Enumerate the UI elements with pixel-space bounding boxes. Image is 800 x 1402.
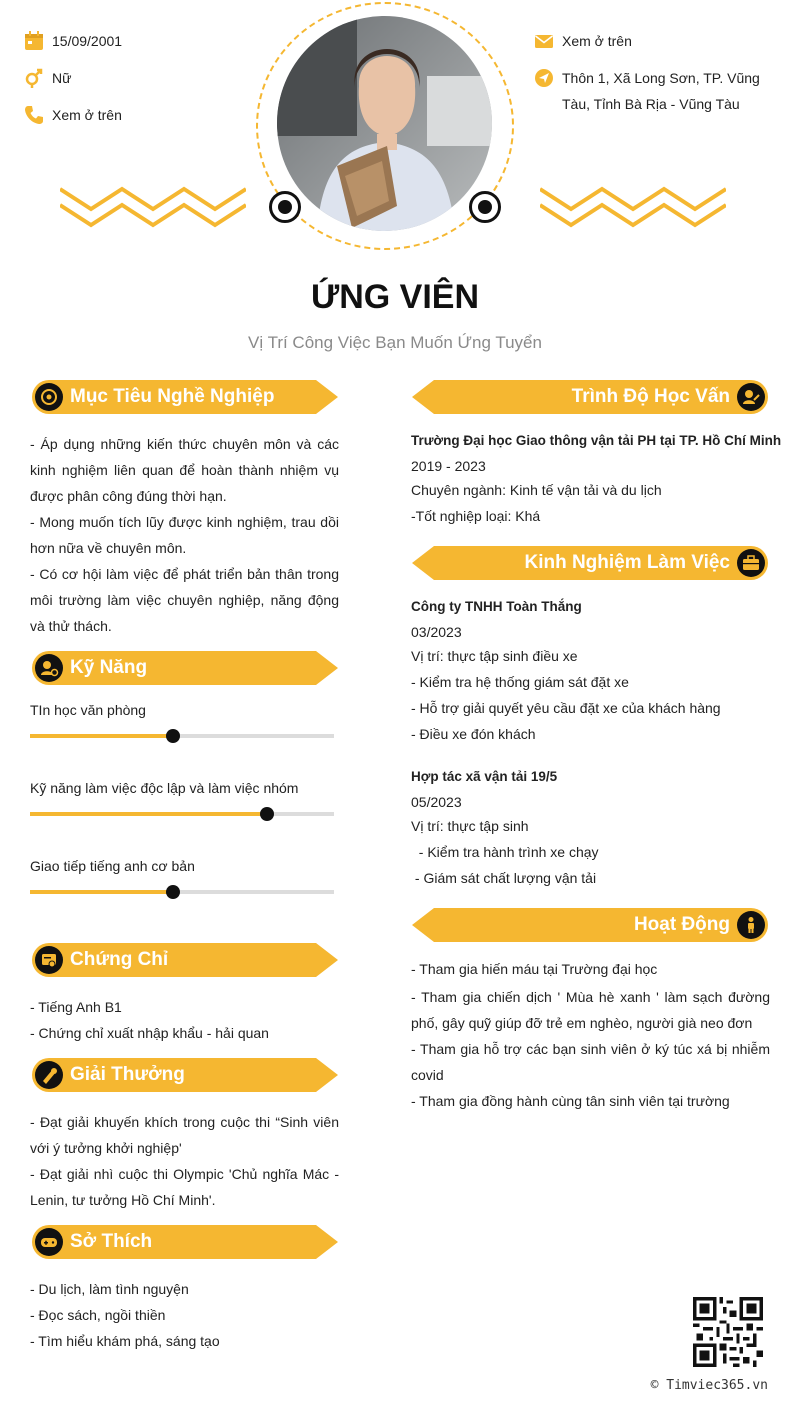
briefcase-icon — [737, 549, 765, 577]
email-row — [534, 28, 632, 54]
activity-3: - Tham gia hỗ trợ các bạn sinh viên ở ký túc xá bị nhiễm covid — [411, 1041, 770, 1083]
email-icon — [534, 31, 554, 51]
address-text: Thôn 1, Xã Long Sơn, TP. Vũng Tàu, Tỉnh Bà Rịa - Vũng Tàu — [562, 70, 760, 112]
gender-row — [24, 65, 71, 91]
job-1-line-2: - Kiểm tra hệ thống giám sát đặt xe — [411, 674, 629, 690]
certificate-icon — [35, 946, 63, 974]
email-text: Xem ở trên — [562, 33, 632, 49]
skill-bar-1 — [30, 734, 334, 738]
skill-bar-3 — [30, 890, 334, 894]
objective-p1: - Áp dụng những kiến thức chuyên môn và các kinh nghiệm liên quan để hoàn thành nhiệm vụ được phân công đúng thời hạn. — [30, 436, 339, 504]
section-experience-title: Kinh Nghiệm Làm Việc — [524, 552, 730, 573]
copyright: © Timviec365.vn — [650, 1378, 768, 1393]
decor-dot-right — [469, 191, 501, 223]
phone-icon — [24, 105, 44, 125]
section-activities-banner — [412, 908, 768, 942]
section-awards-title: Giải Thưởng — [70, 1064, 185, 1085]
location-icon — [534, 68, 554, 88]
target-icon — [35, 383, 63, 411]
award-p1: - Đạt giải khuyến khích trong cuộc thi “Sinh viên với ý tưởng khởi nghiệp' — [30, 1114, 339, 1156]
section-awards-banner — [32, 1058, 338, 1092]
skill-bar-2 — [30, 812, 334, 816]
job-2-line-2: - Kiểm tra hành trình xe chạy — [411, 844, 599, 860]
hobby-1: - Du lịch, làm tình nguyện — [30, 1281, 189, 1297]
certificate-2: - Chứng chỉ xuất nhập khẩu - hải quan — [30, 1025, 269, 1041]
activity-2: - Tham gia chiến dịch ' Mùa hè xanh ' làm sạch đường phố, gây quỹ giúp đỡ trẻ em nghèo, người già neo đơn — [411, 989, 770, 1031]
job-1-date: 03/2023 — [411, 624, 462, 640]
education-grade: -Tốt nghiệp loại: Khá — [411, 508, 541, 524]
section-hobbies-title: Sở Thích — [70, 1231, 153, 1252]
award-p2: - Đạt giải nhì cuộc thi Olympic 'Chủ nghĩa Mác - Lenin, tư tưởng Hồ Chí Minh'. — [30, 1166, 339, 1208]
activity-4: - Tham gia đồng hành cùng tân sinh viên tại trường — [411, 1093, 730, 1109]
job-1-line-3: - Hỗ trợ giải quyết yêu cầu đặt xe của khách hàng — [411, 700, 721, 716]
phone-text: Xem ở trên — [52, 107, 122, 123]
hobby-2: - Đọc sách, ngồi thiền — [30, 1307, 166, 1323]
calendar-icon — [24, 31, 44, 51]
qr-code — [693, 1297, 763, 1367]
skill-name-2: Kỹ năng làm việc độc lập và làm việc nhóm — [30, 780, 299, 796]
zigzag-left — [60, 185, 246, 231]
section-skills-title: Kỹ Năng — [70, 657, 148, 678]
avatar — [277, 16, 492, 231]
objective-p3: - Có cơ hội làm việc để phát triển bản thân trong môi trường làm việc chuyên nghiệp, năng động và thử thách. — [30, 566, 339, 634]
zigzag-right — [540, 185, 726, 231]
gender-text: Nữ — [52, 70, 72, 86]
skills-icon — [35, 654, 63, 682]
award-icon — [35, 1061, 63, 1089]
gamepad-icon — [35, 1228, 63, 1256]
gender-icon — [24, 68, 44, 88]
school-name: Trường Đại học Giao thông vận tải PH tại TP. Hồ Chí Minh — [411, 433, 782, 448]
job-1-line-1: Vị trí: thực tập sinh điều xe — [411, 648, 578, 664]
dob-text: 15/09/2001 — [52, 33, 123, 49]
dob-row — [24, 28, 122, 54]
section-activities-title: Hoạt Động — [633, 914, 730, 935]
job-1-company: Công ty TNHH Toàn Thắng — [411, 599, 582, 614]
job-2-company: Hợp tác xã vận tải 19/5 — [411, 769, 558, 784]
section-certificates-title: Chứng Chỉ — [70, 949, 169, 970]
desired-position: Vị Trí Công Việc Bạn Muốn Ứng Tuyển — [248, 333, 542, 352]
certificate-1: - Tiếng Anh B1 — [30, 999, 122, 1015]
section-hobbies-banner — [32, 1225, 338, 1259]
activity-1: - Tham gia hiến máu tại Trường đại học — [411, 961, 658, 977]
decor-dot-left — [269, 191, 301, 223]
section-objective-title: Mục Tiêu Nghề Nghiệp — [70, 386, 275, 407]
job-2-date: 05/2023 — [411, 794, 462, 810]
section-objective-banner — [32, 380, 338, 414]
job-2-line-1: Vị trí: thực tập sinh — [411, 818, 529, 834]
section-experience-banner — [412, 546, 768, 580]
address-row — [534, 65, 764, 117]
job-1-line-4: - Điều xe đón khách — [411, 726, 536, 742]
education-major: Chuyên ngành: Kinh tế vận tải và du lịch — [411, 482, 662, 498]
section-certificates-banner — [32, 943, 338, 977]
education-period: 2019 - 2023 — [411, 458, 486, 474]
section-education-banner — [412, 380, 768, 414]
phone-row — [24, 102, 122, 128]
education-icon — [737, 383, 765, 411]
skill-name-1: TIn học văn phòng — [30, 702, 146, 718]
section-skills-banner — [32, 651, 338, 685]
hobby-3: - Tìm hiểu khám phá, sáng tạo — [30, 1333, 220, 1349]
section-education-title: Trình Độ Học Vấn — [571, 386, 730, 407]
job-2-line-3: - Giám sát chất lượng vận tải — [411, 870, 597, 886]
person-icon — [737, 911, 765, 939]
objective-p2: - Mong muốn tích lũy được kinh nghiệm, trau dồi hơn nữa về chuyên môn. — [30, 514, 339, 556]
candidate-name: ỨNG VIÊN — [310, 278, 479, 316]
skill-name-3: Giao tiếp tiếng anh cơ bản — [30, 858, 195, 874]
